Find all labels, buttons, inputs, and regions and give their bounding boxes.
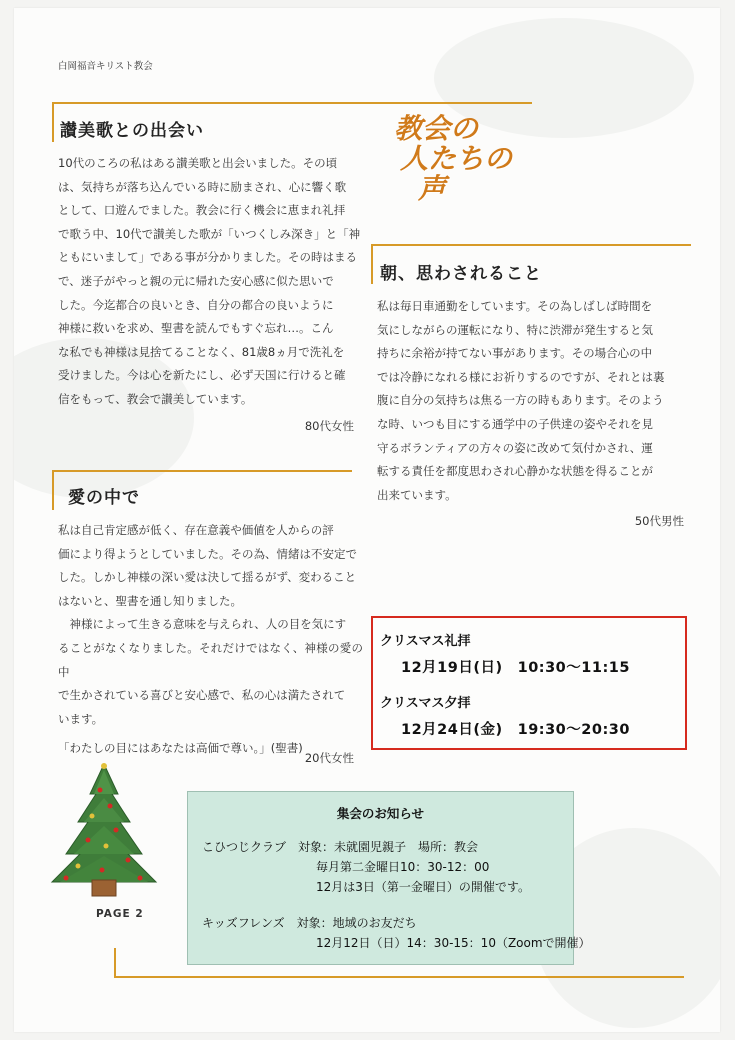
text-line: 転する責任を都度思わされ心静かな状態を得ることが bbox=[377, 464, 653, 479]
service-time: 12月19日(日) 10:30～11:15 bbox=[401, 660, 630, 676]
text-line: 腹に自分の気持ちは焦る一方の時もあります。そのよう bbox=[377, 393, 664, 408]
article-heading: 讃美歌との出会い bbox=[60, 121, 204, 141]
page-label: PAGE bbox=[96, 908, 131, 920]
text-line: 私は毎日車通勤をしています。その為しばしば時間を bbox=[377, 299, 653, 313]
text-line: では冷静になれる様にお祈りするのですが、それとは裏 bbox=[377, 369, 665, 384]
text-line: した。しかし神様の深い愛は決して揺るがず、変わること bbox=[58, 570, 357, 585]
christmas-tree-illustration bbox=[44, 760, 164, 900]
text-line: 神様によって生きる意味を与えられ、人の目を気にす bbox=[58, 617, 347, 632]
text-line: います。 bbox=[58, 711, 104, 726]
text-line: 気にしながらの運転になり、特に渋滞が発生すると気 bbox=[377, 322, 653, 337]
article-heading: 朝、思わされること bbox=[380, 264, 542, 284]
text-line: で生かされている喜びと安心感で、私の心は満たされて bbox=[58, 688, 346, 703]
author-signature: 20代女性 bbox=[304, 751, 354, 765]
article-body bbox=[377, 295, 692, 507]
section-title bbox=[394, 114, 512, 204]
article-heading: 愛の中で bbox=[68, 488, 140, 508]
text-line: な私でも神様は見捨てることなく、81歳8ヵ月で洗礼を bbox=[58, 344, 345, 359]
text-line: 価により得ようとしていました。その為、情緒は不安定で bbox=[58, 546, 357, 561]
service-title: クリスマス礼拝 bbox=[380, 634, 471, 649]
heading-rule bbox=[371, 244, 373, 284]
heading-rule bbox=[52, 102, 54, 142]
author-signature: 50代男性 bbox=[634, 514, 684, 528]
church-name: 白岡福音キリスト教会 bbox=[58, 61, 153, 72]
title-line: 声 bbox=[418, 172, 447, 205]
text-line: 受けました。今は心を新たにし、必ず天国に行けると確 bbox=[58, 368, 346, 383]
christmas-services-box bbox=[371, 616, 687, 750]
text-line: 私は自己肯定感が低く、存在意義や価値を人からの評 bbox=[58, 523, 334, 537]
notice-title: 集会のお知らせ bbox=[336, 806, 425, 821]
page bbox=[14, 8, 720, 1032]
notice-line: キッズフレンズ 対象：地域のお友だち bbox=[202, 916, 417, 930]
text-line: 信をもって、教会で讃美しています。 bbox=[58, 391, 253, 406]
text-line: な時、いつも目にする通学中の子供達の姿やそれを見 bbox=[377, 416, 653, 431]
notice-line: 毎月第二金曜日10：30-12：00 bbox=[316, 860, 490, 874]
text-line: ともにいまして」である事が分かりました。その時はまる bbox=[58, 250, 357, 265]
text-line: 持ちに余裕が持てない事があります。その場合心の中 bbox=[377, 346, 653, 361]
heading-rule bbox=[52, 102, 532, 104]
article-body bbox=[58, 519, 363, 761]
service-time: 12月24日(金) 19:30～20:30 bbox=[401, 722, 630, 738]
text-line: 神様に救いを求め、聖書を読んでもすぐ忘れ…。こん bbox=[58, 321, 334, 336]
service-title: クリスマス夕拝 bbox=[380, 696, 471, 711]
text-line: した。今迄都合の良いとき、自分の都合の良いように bbox=[58, 297, 334, 312]
text-line: で、迷子がやっと親の元に帰れた安心感に似た思いで bbox=[58, 273, 334, 288]
text-line: 守るボランティアの方々の姿に改めて気付かされ、運 bbox=[377, 440, 653, 455]
author-signature: 80代女性 bbox=[304, 419, 354, 433]
text-line: 10代のころの私はある讃美歌と出会いました。その頃 bbox=[58, 156, 338, 170]
title-line: 人たちの bbox=[400, 142, 513, 175]
page-number bbox=[96, 908, 144, 920]
footer-rule bbox=[114, 948, 116, 978]
notice-line: 12月12日（日）14：30-15：10（Zoomで開催） bbox=[316, 936, 591, 950]
text-line: ることがなくなりました。それだけではなく、神様の愛の中 bbox=[58, 640, 363, 679]
footer-rule bbox=[114, 976, 684, 978]
text-line: は、気持ちが落ち込んでいる時に励まされ、心に響く歌 bbox=[58, 179, 347, 194]
bible-quote: 「わたしの目にはあなたは高価で尊い。」(聖書) bbox=[58, 741, 303, 756]
notice-line: 12月は3日（第一金曜日）の開催です。 bbox=[316, 880, 530, 894]
text-line: 出来ています。 bbox=[377, 487, 457, 502]
text-line: はないと、聖書を通し知りました。 bbox=[58, 593, 242, 608]
heading-rule bbox=[371, 244, 691, 246]
article-body bbox=[58, 152, 363, 412]
title-line: 教会の bbox=[394, 112, 479, 145]
text-line: として、口遊んでました。教会に行く機会に恵まれ礼拝 bbox=[58, 203, 346, 218]
heading-rule bbox=[52, 470, 54, 510]
text-line: で歌う中、10代で讃美した歌が「いつくしみ深き」と「神 bbox=[58, 226, 361, 241]
page-number-value: 2 bbox=[135, 908, 144, 920]
meeting-notice-box bbox=[187, 791, 591, 965]
notice-line: こひつじクラブ 対象：未就園児親子 場所：教会 bbox=[202, 840, 479, 854]
heading-rule bbox=[52, 470, 352, 472]
